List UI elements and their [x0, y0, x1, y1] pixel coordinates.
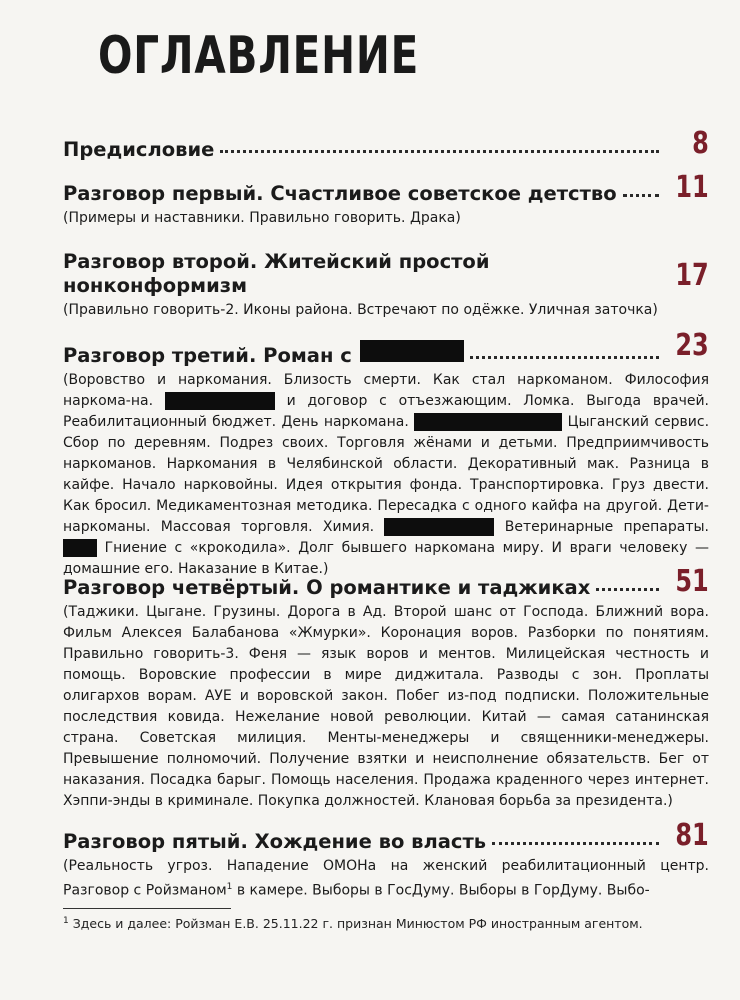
toc-page-number: 81	[675, 818, 709, 853]
toc-entry-subtopics: (Примеры и наставники. Правильно говорить. Драка)	[63, 210, 461, 226]
dot-leader	[623, 194, 659, 197]
footnote	[63, 916, 643, 931]
toc-page-number: 51	[675, 564, 709, 599]
subtopics-part-2: в камере. Выборы в ГосДуму. Выборы в ГорДуму. Выбо-	[236, 882, 650, 899]
subtopics-part-3: Цыганский сервис. Сбор по деревням. Подрез своих. Торговля жёнами и детьми. Предприимчивость наркоманов. Наркомания в Челябинской области. Декоративный мак. Разница в кайфе. Начало нарковойны. Идея открытия фонда. Транспортировка. Груз двести. Как бросил. Медикаментозная методика. Пересадка с одного кайфа на другой. Дети-наркоманы. Массовая торговля. Химия.	[63, 414, 710, 535]
toc-entry-heading	[63, 250, 709, 298]
toc-entry-heading	[63, 170, 709, 206]
toc-entry-subtopics	[63, 856, 709, 902]
subtopics-part-2: и договор с отъезжающим. Ломка. Выгода врачей. Реабилитационный бюджет. День наркомана.	[63, 393, 709, 430]
toc-entry-subtopics: (Правильно говорить-2. Иконы района. Встречают по одёжке. Уличная заточка)	[63, 302, 658, 318]
toc-page-number: 11	[675, 170, 709, 205]
toc-entry-title: Разговор четвёртый. О романтике и таджиках	[63, 576, 591, 599]
toc-entry-title: Предисловие	[63, 138, 215, 161]
redaction-bar	[384, 518, 494, 536]
footnote-text: Здесь и далее: Ройзман Е.В. 25.11.22 г. признан Минюстом РФ иностранным агентом.	[72, 916, 643, 932]
page-title: ОГЛАВЛЕНИЕ	[98, 26, 420, 86]
toc-entry-heading	[63, 328, 709, 368]
subtopics-part-4: Ветеринарные препараты.	[504, 519, 710, 535]
toc-entry-chapter-4[interactable]	[63, 564, 709, 812]
toc-entry-chapter-3[interactable]	[63, 328, 710, 580]
toc-page-number: 23	[675, 328, 709, 363]
subtopics-part-5: Гниение с «крокодила». Долг бывшего наркомана миру. И враги человеку — домашние его. Наказание в Китае.)	[63, 540, 709, 577]
toc-entry-heading	[63, 564, 709, 600]
toc-entry-title: Разговор пятый. Хождение во власть	[63, 830, 487, 853]
subtopics-part-1: (Реальность угроз. Нападение ОМОНа на женский реабилитационный центр. Разговор с Ройзманом	[63, 858, 709, 899]
redaction-bar	[414, 413, 562, 431]
toc-entry-subtopics: (Таджики. Цыгане. Грузины. Дорога в Ад. Второй шанс от Господа. Ближний вора. Фильм Алексея Балабанова «Жмурки». Коронация воров. Разборки по понятиям. Правильно говорить-3. Феня — язык воров и ментов. Милицейская честность и помощь. Воровские профессии в мире диджитала. Разводы с зон. Проплаты олигархов ворам. АУЕ и воровской закон. Побег из-под подписки. Положительные последствия ковида. Нежелание новой революции. Китай — самая сатанинская страна. Советская милиция. Менты-менеджеры и священники-менеджеры. Превышение полномочий. Получение взятки и неисполнение обязательств. Бег от наказания. Посадка барыг. Помощь населения. Продажа краденного через интернет. Хэппи-энды в криминале. Покупка должностей. Клановая борьба за президента.)	[63, 604, 709, 809]
footnote-divider	[63, 908, 231, 909]
toc-entry-title-line2: нонконформизм	[63, 274, 248, 297]
dot-leader	[596, 588, 659, 591]
toc-page-number: 8	[692, 126, 709, 161]
toc-entry-heading	[63, 126, 709, 162]
toc-entry-title-line1: Разговор второй. Житейский простой	[63, 250, 490, 273]
toc-entry-chapter-1[interactable]	[63, 170, 709, 229]
redaction-bar	[360, 340, 464, 362]
footnote-mark: 1	[63, 916, 69, 926]
dot-leader	[492, 842, 659, 845]
footnote-reference[interactable]: 1	[226, 882, 233, 892]
toc-entry-heading	[63, 818, 709, 854]
toc-entry-preface[interactable]	[63, 126, 709, 162]
toc-entry-title: Разговор третий. Роман с	[63, 344, 352, 367]
toc-entry-subtopics	[63, 370, 709, 580]
toc-entry-title: Разговор первый. Счастливое советское детство	[63, 182, 617, 205]
subtopics-part-1: (Воровство и наркомания. Близость смерти. Как стал наркоманом. Философия наркома-на.	[63, 372, 709, 409]
redaction-bar	[63, 539, 97, 557]
redaction-bar	[165, 392, 275, 410]
toc-entry-chapter-5[interactable]	[63, 818, 709, 902]
dot-leader	[220, 150, 659, 153]
toc-entry-chapter-2[interactable]	[63, 250, 709, 321]
dot-leader	[470, 356, 659, 359]
toc-page-number: 17	[675, 258, 709, 293]
